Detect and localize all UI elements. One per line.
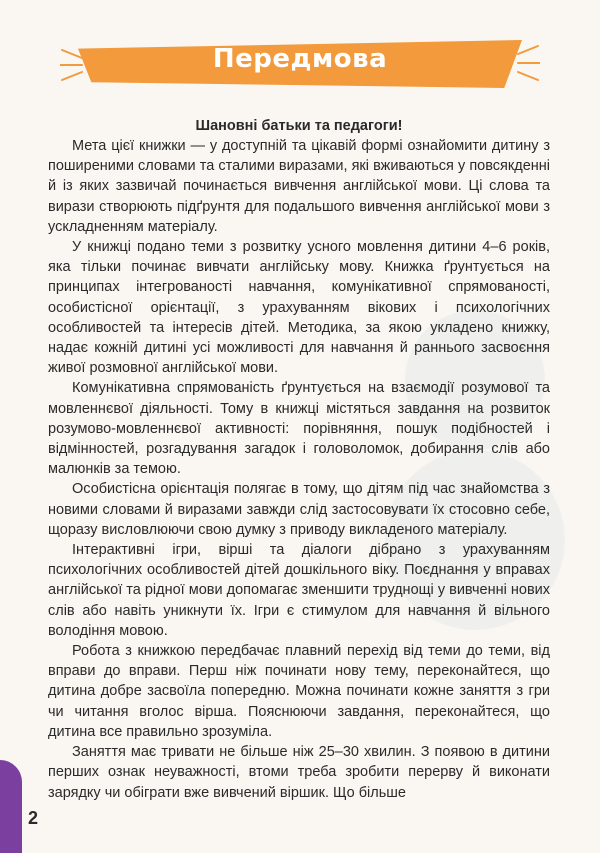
paragraph: Особистісна орієнтація полягає в тому, що дітям під час знайомства з новими словами й виразами завжди слід застосовувати їх стосовно себе, щоразу висловлюючи свою думку з приводу викладеного матеріалу.: [48, 481, 550, 538]
preface-body: [48, 118, 550, 803]
page-number: 2: [28, 808, 39, 828]
paragraph: Заняття має тривати не більше ніж 25–30 хвилин. З появою в дитини перших ознак неуважності, втоми треба зробити перерву й виконати зарядку чи обіграти вже вивчений віршик. Що більше: [48, 744, 550, 801]
paragraph: Інтерактивні ігри, вірші та діалоги дібрано з урахуванням психологічних особливостей дітей дошкільного віку. Поєднання у вправах англійської та рідної мови допомагає зменшити труднощі у вивченні нових слів або навіть уникнути їх. Ігри є стимулом для навчання й вільного володіння мовою.: [48, 542, 550, 639]
paragraph: Робота з книжкою передбачає плавний перехід від теми до теми, від вправи до вправи. Перш ніж починати нову тему, переконайтеся, що дитина добре засвоїла попередню. Можна починати кожне заняття з гри чи читання вголос вірша. Пояснюючи завдання, переконайтеся, що дитина все правильно зрозуміла.: [48, 643, 550, 740]
page-title: Передмова: [212, 44, 388, 74]
sparkle-right-icon: [510, 36, 540, 92]
paragraph: Комунікативна спрямованість ґрунтується на взаємодії розумової та мовленнєвої діяльності. Тому в книжці містяться завдання на розвиток розумово-мовленнєвої активності: порівняння, пошук подібностей і відмінностей, розгадування загадок і головоломок, добирання слів або малюнків за темою.: [48, 380, 550, 478]
title-banner: [60, 36, 540, 92]
paragraph: У книжці подано теми з розвитку усного мовлення дитини 4–6 років, яка тільки починає вивчати англійську мову. Книжка ґрунтується на принципах інтегрованості навчання, комунікативної спрямованості, особистісної орієнтації, з урахуванням вікових і психологічних особливостей та інтересів дітей. Методика, за якою укладено книжку, надає кожній дитині усі можливості для навчання й раннього засвоєння живої розмовної англійської мови.: [48, 239, 550, 377]
corner-decoration: [0, 760, 22, 853]
paragraph: Мета цієї книжки — у доступній та цікавій формі ознайомити дитину з поширеними словами та сталими виразами, які вживаються у повсякденні й із яких зазвичай починається вивчення англійської мови. Ці слова та вирази створюють підґрунтя для подальшого вивчення англійської мови з ускладненням матеріалу.: [48, 138, 550, 235]
salutation-heading: Шановні батьки та педагоги!: [195, 118, 403, 134]
